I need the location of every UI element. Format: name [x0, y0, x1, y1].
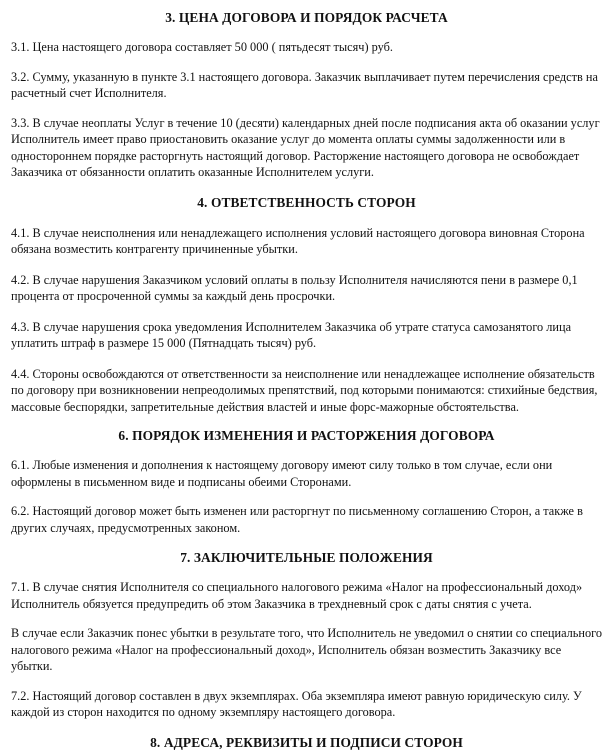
clause-7-2: 7.2. Настоящий договор составлен в двух экземплярах. Оба экземпляра имеют равную юридическую силу. У каждой из сторон находится по одному экземпляру настоящего договора.	[11, 688, 582, 719]
section-final-provisions	[11, 550, 602, 721]
clause-6-2: 6.2. Настоящий договор может быть изменен или расторгнут по письменному соглашению Сторон, а также в других случаях, предусмотренных законом.	[11, 504, 583, 535]
section-title-amendment: 6. ПОРЯДОК ИЗМЕНЕНИЯ И РАСТОРЖЕНИЯ ДОГОВОРА	[118, 428, 495, 443]
section-title-final-provisions: 7. ЗАКЛЮЧИТЕЛЬНЫЕ ПОЛОЖЕНИЯ	[180, 550, 433, 565]
section-liability	[11, 195, 602, 416]
section-title-liability: 4. ОТВЕТСТВЕННОСТЬ СТОРОН	[197, 194, 416, 210]
clause-7-1-continued: В случае если Заказчик понес убытки в результате того, что Исполнитель не уведомил о снятии со специального налогового режима «Налог на профессиональный доход», Исполнитель обязан возместить Заказчику все убытки.	[11, 626, 602, 673]
clause-3-2: 3.2. Сумму, указанную в пункте 3.1 настоящего договора. Заказчик выплачивает путем перечисления средств на расчетный счет Исполнителя.	[11, 69, 598, 100]
section-title-addresses: 8. АДРЕСА, РЕКВИЗИТЫ И ПОДПИСИ СТОРОН	[150, 734, 463, 750]
clause-4-4: 4.4. Стороны освобождаются от ответственности за неисполнение или ненадлежащее исполнение обязательств по договору при возникновении непреодолимых препятствий, под которыми понимаются: стихийные бедствия, массовые беспорядки, запретительные действия властей и иные форс-мажорные обстоятельства.	[11, 366, 598, 414]
clause-3-1: 3.1. Цена настоящего договора составляет 50 000 ( пятьдесят тысяч) руб.	[11, 40, 393, 54]
clause-4-2: 4.2. В случае нарушения Заказчиком условий оплаты в пользу Исполнителя начисляются пени в размере 0,1 процента от просроченной суммы за каждый день просрочки.	[11, 272, 578, 303]
clause-7-1: 7.1. В случае снятия Исполнителя со специального налогового режима «Налог на профессиональный доход» Исполнитель обязуется предупредить об этом Заказчика в трехдневный срок с даты снятия с учета.	[11, 580, 583, 611]
clause-6-1: 6.1. Любые изменения и дополнения к настоящему договору имеют силу только в том случае, если они оформлены в письменном виде и подписаны обеими Сторонами.	[11, 458, 553, 489]
section-addresses	[11, 735, 602, 751]
section-price	[11, 10, 602, 181]
clause-3-3: 3.3. В случае неоплаты Услуг в течение 10 (десяти) календарных дней после подписания акта об оказании услуг Исполнитель имеет право приостановить оказание услуг до момента оплаты суммы задолженности или в одностороннем порядке расторгнуть настоящий договор. Расторжение настоящего договора не освобождает Заказчика от обязанности оплатить оказанные Исполнителем услуги.	[11, 115, 600, 179]
section-amendment	[11, 428, 602, 536]
clause-4-3: 4.3. В случае нарушения срока уведомления Исполнителем Заказчика об утрате статуса самозанятого лица уплатить штраф в размере 15 000 (Пятнадцать тысяч) руб.	[11, 319, 572, 350]
clause-4-1: 4.1. В случае неисполнения или ненадлежащего исполнения условий настоящего договора виновная Сторона обязана возместить контрагенту причиненные убытки.	[11, 225, 585, 256]
section-title-price: 3. ЦЕНА ДОГОВОРА И ПОРЯДОК РАСЧЕТА	[165, 10, 448, 25]
